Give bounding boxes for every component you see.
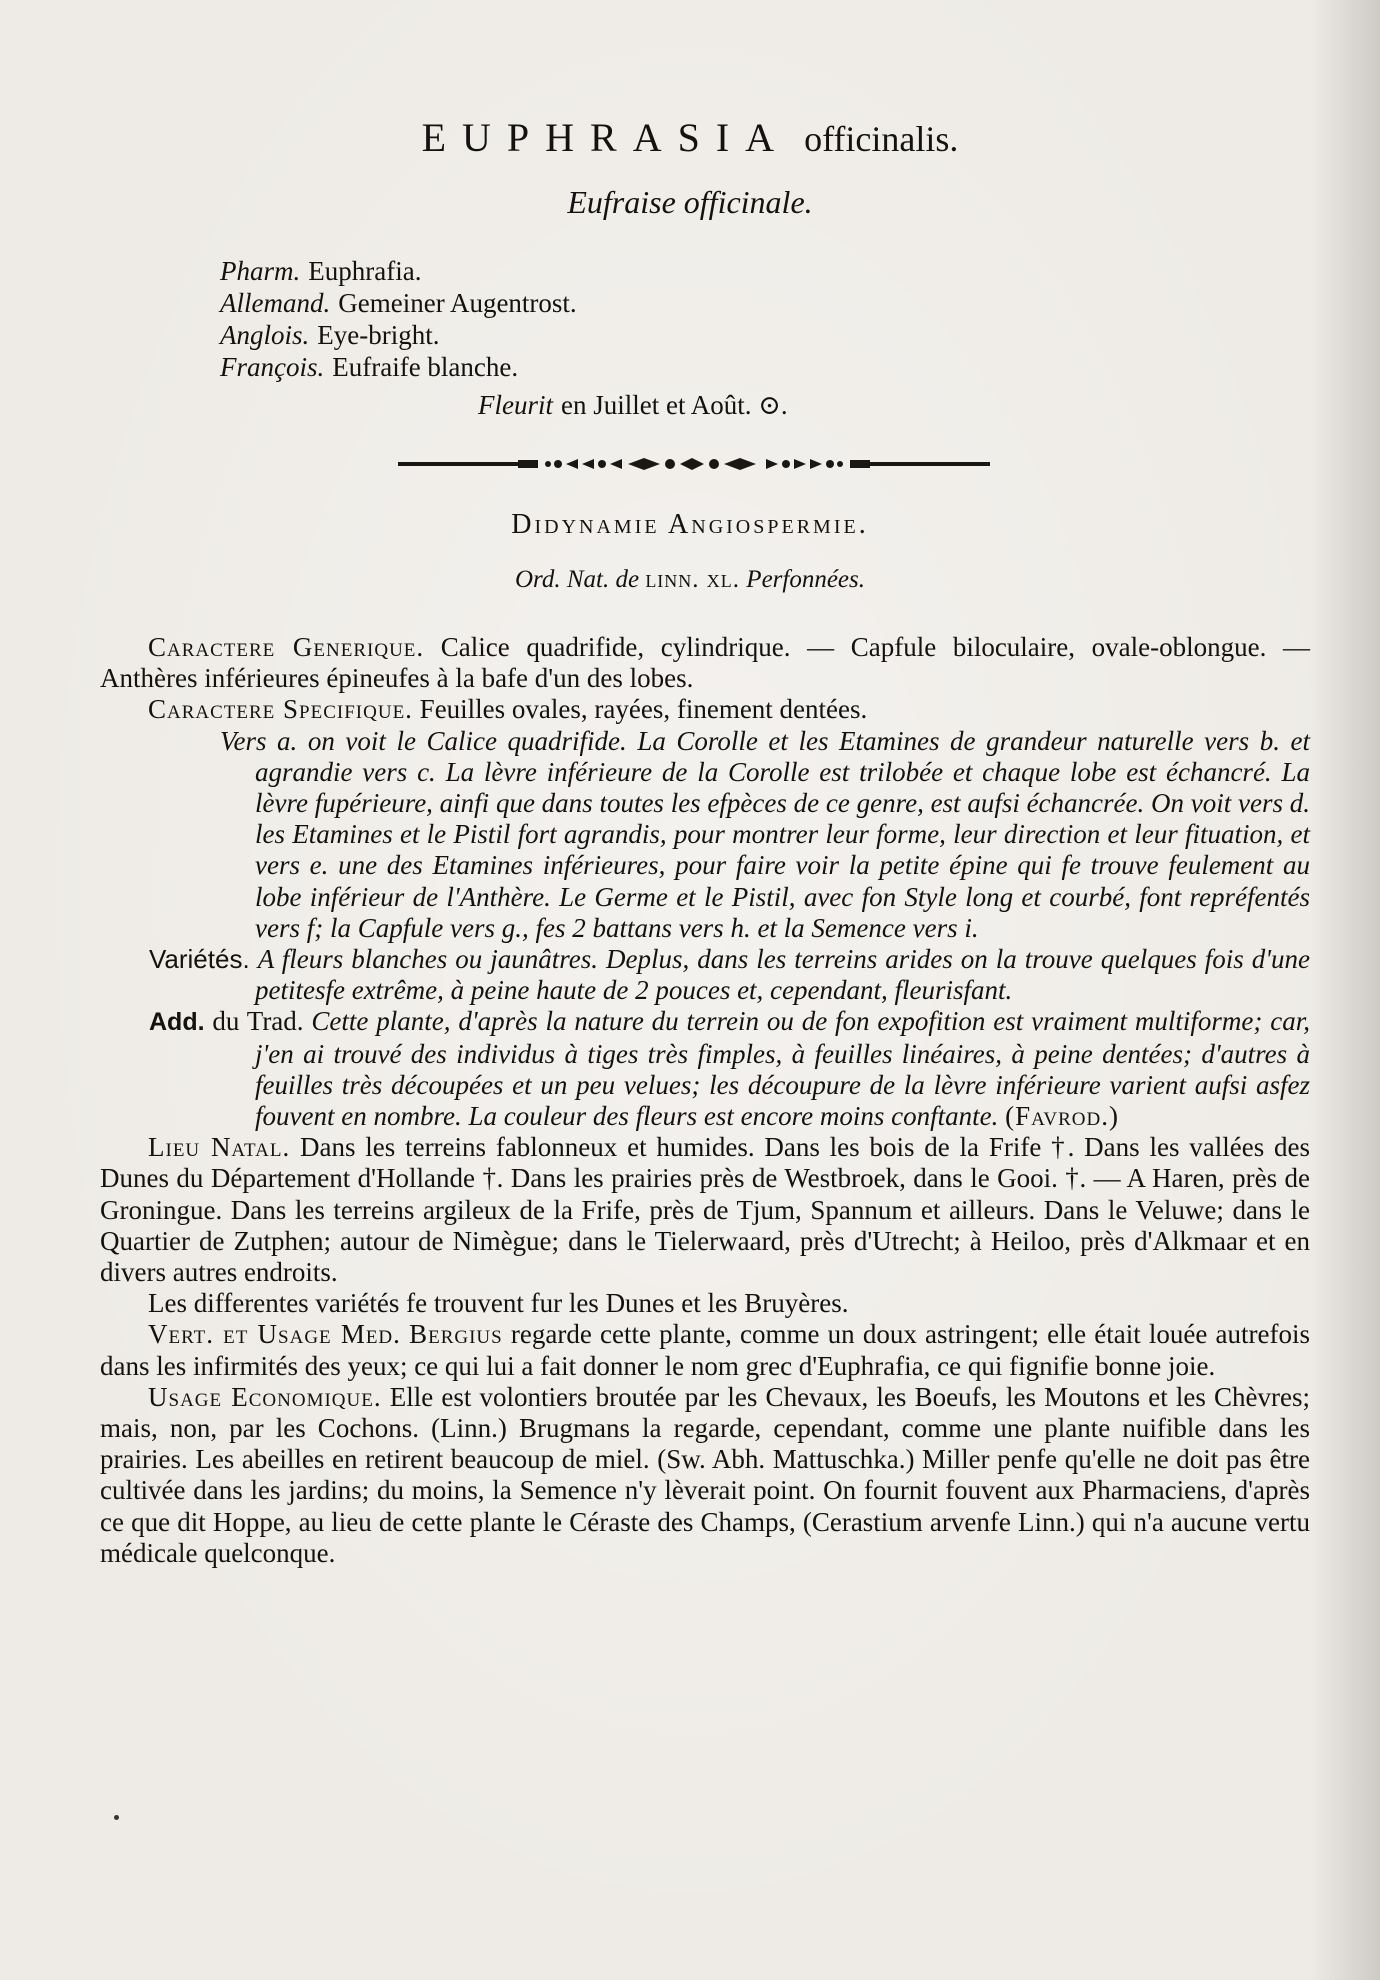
addition-credit: (Favrod.)	[1005, 1101, 1119, 1132]
vernacular-name: Euphrafia.	[308, 256, 422, 286]
language-label: Pharm.	[220, 256, 301, 286]
language-label: François.	[220, 352, 325, 382]
varieties	[100, 944, 1310, 1006]
generic-character	[100, 632, 1310, 694]
flowering-text: en Juillet et Août.	[561, 390, 752, 420]
cited-author: Bergius	[409, 1319, 503, 1350]
vernacular-name: Eufraife blanche.	[332, 352, 519, 382]
economic-use	[100, 1382, 1310, 1569]
page-title	[0, 112, 1380, 165]
flowering-label: Fleurit	[478, 390, 553, 420]
section-label: Lieu Natal.	[148, 1132, 291, 1163]
vernacular-row	[220, 287, 577, 319]
description-body	[100, 632, 1310, 1569]
section-text: regarde cette plante, comme un doux astringent; elle était louée autrefois dans les infirmités des yeux; ce qui lui a fait donner le nom grec d'Euphrafia, ce qui fignifie bonne joie.	[100, 1319, 1311, 1381]
native-habitat	[100, 1132, 1310, 1288]
vernacular-names	[220, 255, 577, 383]
section-text: A fleurs blanches ou jaunâtres. Deplus, dans les terreins arides on la trouve quelques fois d'une petitesfe extrême, à peine haute de 2 pouces et, cependant, fleurisfant.	[255, 944, 1311, 1006]
vernacular-name: Eye-bright.	[317, 320, 440, 350]
section-label: Add.	[149, 1008, 205, 1037]
section-label: Vert. et Usage Med.	[148, 1319, 401, 1350]
vernacular-row	[220, 351, 577, 383]
natural-order	[0, 562, 1380, 598]
flowering-period	[478, 388, 788, 422]
linnaean-class: Didynamie Angiospermie.	[511, 509, 869, 540]
section-label: Variétés.	[149, 944, 250, 975]
language-label: Allemand.	[220, 288, 331, 318]
section-text: Calice quadrifide, cylindrique. — Capfule biloculaire, ovale-oblongue. — Anthères inférieures épineufes à la bafe d'un des lobes.	[100, 632, 1310, 694]
section-text: Cette plante, d'après la nature du terrein ou de fon expofition est vraiment multiforme; car, j'en ai trouvé des individus à tiges très fimples, à feuilles linéaires, à peine dentées; d'autres à feuilles très découpées et un peu velues; les découpure de la lèvre inférieure varient aufsi asfez fouvent en nombre. La couleur des fleurs est encore moins conftante.	[255, 1006, 1311, 1132]
section-label: Caractere Generique.	[148, 632, 425, 662]
figure-explanation: Vers a. on voit le Calice quadrifide. La Corolle et les Etamines de grandeur naturelle vers b. et agrandie vers c. La lèvre inférieure de la Corolle est trilobée et chaque lobe est échancré. La lèvre fupérieure, ainfi que dans toutes les efpèces de ce genre, est aufsi échancrée. On voit vers d. les Etamines et le Pistil fort agrandis, pour montrer leur forme, leur direction et leur fituation, et vers e. une des Etamines inférieures, pour faire voir la petite épine qui fe trouve feulement au lobe inférieur de l'Anthère. Le Germe et le Pistil, avec fon Style long et courbé, font repréfentés vers f; la Capfule vers g., fes 2 battans vers h. et la Semence vers i.	[220, 725, 1310, 943]
order-linn: linn. xl.	[645, 566, 741, 593]
translator-addition	[100, 1006, 1310, 1132]
vernacular-row	[220, 255, 577, 287]
annual-symbol-icon: ⊙.	[758, 390, 788, 420]
language-label: Anglois.	[220, 320, 310, 350]
ink-speck	[114, 1815, 119, 1820]
vernacular-row	[220, 319, 577, 351]
section-label: Usage Economique.	[148, 1381, 382, 1412]
section-text: Feuilles ovales, rayées, finement dentées.	[419, 694, 868, 725]
genus-name: EUPHRASIA	[421, 115, 791, 160]
order-name: Perfonnées.	[746, 566, 866, 593]
section-label: Caractere Specifique.	[148, 694, 413, 725]
section-label-suffix: du Trad.	[212, 1006, 304, 1037]
specific-character	[100, 694, 1310, 725]
vernacular-name: Gemeiner Augentrost.	[338, 288, 577, 318]
french-name: Eufraise officinale.	[567, 184, 813, 220]
ornamental-rule	[398, 456, 990, 472]
section-text: Elle est volontiers broutée par les Chevaux, les Boeufs, les Moutons et les Chèvres; mais, non, par les Cochons. (Linn.) Brugmans la regarde, cependant, comme une plante nuifible dans les prairies. Les abeilles en retirent beaucoup de miel. (Sw. Abh. Mattuschka.) Miller penfe qu'elle ne doit pas être cultivée dans les jardins; du moins, la Semence n'y lèverait point. On fournit fouvent aux Pharmaciens, d'après ce que dit Hoppe, au lieu de cette plante le Céraste des Champs, (Cerastium arvenfe Linn.) qui n'a aucune vertu médicale quelconque.	[100, 1381, 1311, 1568]
order-prefix: Ord. Nat. de	[514, 566, 640, 593]
species-name: officinalis.	[804, 119, 959, 159]
medical-use	[100, 1319, 1310, 1381]
page-edge-shadow	[1310, 0, 1380, 1980]
section-text: Dans les terreins fablonneux et humides. Dans les bois de la Frife †. Dans les vallées des Dunes du Département d'Hollande †. Dans les prairies près de Westbroek, dans le Gooi. †. — A Haren, près de Groningue. Dans les terreins argileux de la Frife, près de Tjum, Spannum et ailleurs. Dans le Veluwe; dans le Quartier de Zutphen; autour de Nimègue; dans le Tielerwaard, près d'Utrecht; à Heiloo, près d'Alkmaar et en divers autres endroits.	[100, 1132, 1310, 1288]
dunes-note: Les differentes variétés fe trouvent fur les Dunes et les Bruyères.	[148, 1288, 849, 1319]
